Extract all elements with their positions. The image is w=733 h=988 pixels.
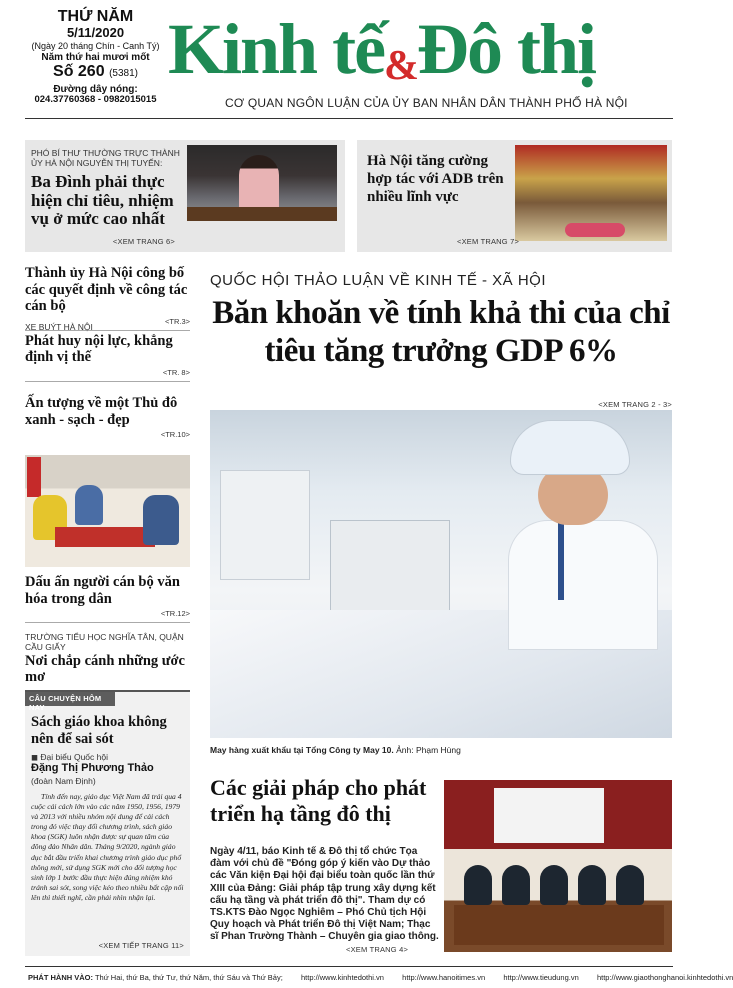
divider: [25, 381, 190, 382]
left-item[interactable]: [25, 395, 190, 439]
issue-info: [28, 8, 163, 106]
logo-text-2: Đô thị: [417, 9, 596, 89]
teaser-adb[interactable]: [357, 140, 672, 252]
issue-number-total: (5381): [109, 68, 138, 80]
left-item-ref[interactable]: <TR.12>: [160, 609, 190, 619]
left-item[interactable]: [25, 323, 190, 382]
teaser-photo: [515, 145, 667, 241]
bottom-body: Ngày 4/11, báo Kinh tế & Đô thị tổ chức Tọa đàm với chủ đề "Đóng góp ý kiến vào Dự thảo các Văn kiện Đại hội đại biểu toàn quốc lần thứ XIII của Đảng: Giải pháp tập trung xây dựng kết cấu hạ tầng và phát triển đô thị". Tham dự có TS.KTS Đào Ngọc Nghiêm – Phó Chủ tịch Hội Quy hoạch và Phát triển Đô thị Việt Nam; Thạc sĩ Phan Trường Thành – Chuyên gia giao thông.: [210, 846, 439, 943]
story-byline-role: ◼ Đại biểu Quốc hội: [31, 752, 108, 762]
masthead-divider: [25, 118, 673, 119]
left-item-ref[interactable]: <TR.10>: [160, 430, 190, 440]
left-item-headline[interactable]: Thành ủy Hà Nội công bố các quyết định về công tác cán bộ: [25, 265, 188, 315]
bottom-page-ref[interactable]: <XEM TRANG 4>: [346, 945, 409, 954]
footer-days: Thứ Hai, thứ Ba, thứ Tư, thứ Năm, thứ Sáu và Thứ Bảy;: [94, 973, 283, 982]
teaser-photo: [187, 145, 337, 221]
publication-year: Năm thứ hai mươi mốt: [41, 51, 150, 63]
left-item-headline[interactable]: Phát huy nội lực, khẳng định vị thế: [25, 332, 173, 366]
caption-text: May hàng xuất khẩu tại Tổng Công ty May 10.: [210, 745, 394, 755]
newspaper-logo[interactable]: [168, 4, 673, 94]
left-item-headline[interactable]: Nơi chắp cánh những ước mơ: [25, 652, 185, 686]
story-body: Tính đến nay, giáo dục Việt Nam đã trải qua 4 cuộc cải cách lớn vào các năm 1950, 1956, 1979 và 2013 với nhiều nhóm nội dung để cải cách trong đó việc thay đổi chương trình, sách giáo khoa (SGK) luôn nhận được sự quan tâm của đông đảo Nhân dân. Tháng 9/2020, ngành giáo dục bắt đầu triển khai chương trình giáo dục phổ thông mới, sử dụng SGK mới cho đối tượng học sinh lớp 1 bước đầu thực hiện đúng nhiệm khó tránh sai sót, song việc kéo theo nhiều bất cập nối lên thì thiết nghĩ, cần phải nhìn nhận lại.: [31, 792, 184, 902]
teaser-page-ref[interactable]: <XEM TRANG 7>: [457, 237, 520, 246]
footer-link-giaothong[interactable]: http://www.giaothonghanoi.kinhtedothi.vn: [596, 973, 733, 982]
lead-kicker: QUỐC HỘI THẢO LUẬN VỀ KINH TẾ - XÃ HỘI: [210, 272, 546, 289]
divider: [25, 622, 190, 623]
issue-date: 5/11/2020: [66, 25, 125, 41]
story-byline-name: Đặng Thị Phương Thảo: [31, 762, 154, 774]
left-item-headline[interactable]: Dấu ấn người cán bộ văn hóa trong dân: [25, 574, 180, 607]
lunar-date: (Ngày 20 tháng Chín - Canh Tý): [31, 41, 160, 52]
footer-link-tieudung[interactable]: http://www.tieudung.vn: [503, 973, 579, 982]
issue-day: THỨ NĂM: [57, 8, 134, 25]
left-item-headline[interactable]: Ấn tượng về một Thủ đô xanh - sạch - đẹp: [25, 395, 178, 428]
lead-photo: [210, 410, 672, 738]
masthead-tagline: CƠ QUAN NGÔN LUẬN CỦA ỦY BAN NHÂN DÂN THÀNH PHỐ HÀ NỘI: [225, 96, 628, 110]
story-label: CÂU CHUYỆN HÔM NAY: [25, 692, 115, 706]
teaser-headline[interactable]: Hà Nội tăng cường hợp tác với ADB trên nhiều lĩnh vực: [367, 153, 504, 205]
lead-page-ref[interactable]: <XEM TRANG 2 - 3>: [598, 400, 672, 409]
story-byline-unit: (đoàn Nam Định): [31, 776, 96, 786]
lead-photo-caption: [210, 745, 461, 755]
teaser-page-ref[interactable]: <XEM TRANG 6>: [112, 237, 175, 246]
left-item-ref[interactable]: <TR. 8>: [162, 368, 190, 378]
daily-story-box[interactable]: [25, 690, 190, 956]
left-item-kicker: XE BUÝT HÀ NỘI: [25, 322, 93, 332]
left-item-ref[interactable]: <TR.3>: [164, 317, 190, 327]
hotline-label: Đường dây nóng:: [53, 83, 138, 95]
hotline-numbers: 024.37760368 - 0982015015: [34, 94, 157, 106]
lead-headline[interactable]: Băn khoăn về tính khả thi của chỉ tiêu tăng trưởng GDP 6%: [212, 295, 670, 369]
left-item-kicker: TRƯỜNG TIỂU HỌC NGHĨA TÂN, QUẬN CẦU GIẤY: [25, 632, 184, 652]
teaser-headline[interactable]: Ba Đình phải thực hiện chỉ tiêu, nhiệm vụ ở mức cao nhất: [31, 172, 174, 229]
logo-text-1: Kinh tế: [168, 9, 385, 89]
logo-ampersand: &: [384, 43, 418, 89]
bottom-headline[interactable]: Các giải pháp cho phát triển hạ tầng đô thị: [210, 775, 427, 826]
footer-link-kinhtedothi[interactable]: http://www.kinhtedothi.vn: [301, 973, 384, 982]
left-item[interactable]: [25, 633, 190, 697]
footer-label: PHÁT HÀNH VÀO:: [28, 973, 93, 982]
left-item-photo: [25, 455, 190, 567]
caption-credit: Ảnh: Phạm Hùng: [396, 745, 461, 755]
story-page-ref[interactable]: <XEM TIẾP TRANG 11>: [98, 941, 184, 950]
issue-number: [28, 63, 163, 81]
issue-number-main: Số 260: [53, 63, 105, 81]
bottom-photo: [444, 780, 672, 952]
story-headline[interactable]: Sách giáo khoa không nên để sai sót: [31, 714, 167, 747]
footer-divider: [25, 966, 673, 967]
footer: [28, 973, 733, 982]
footer-link-hanoitimes[interactable]: http://www.hanoitimes.vn: [402, 973, 486, 982]
teaser-ba-dinh[interactable]: [25, 140, 345, 252]
left-item[interactable]: [25, 574, 190, 623]
teaser-kicker: PHÓ BÍ THƯ THƯỜNG TRỰC THÀNH ỦY HÀ NỘI NGUYỄN THỊ TUYẾN:: [31, 148, 180, 169]
